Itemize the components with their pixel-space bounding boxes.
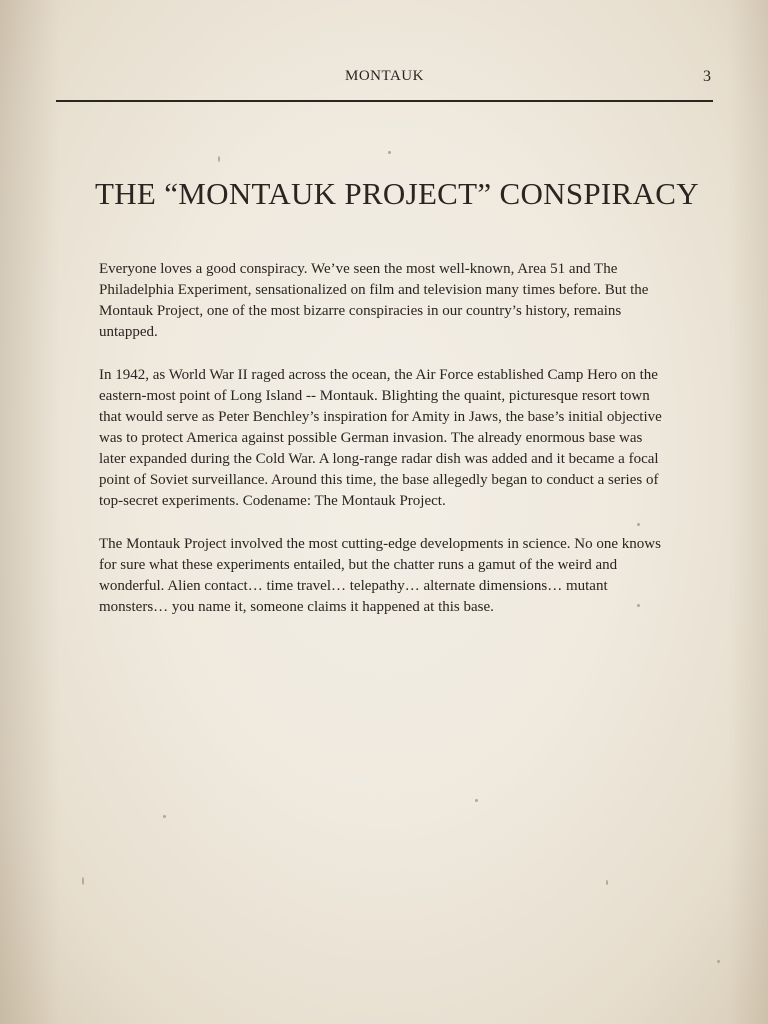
page-header	[56, 66, 713, 102]
paragraph: The Montauk Project involved the most cutting-edge developments in science. No one knows for sure what these experiments entailed, but the chatter runs a gamut of the weird and wonderful. Alien contact… time travel… telepathy… alternate dimensions… mutant monsters… you name it, someone claims it happened at this base.	[99, 536, 661, 615]
running-title: MONTAUK	[345, 68, 424, 84]
body-text	[99, 259, 669, 640]
paper-speck	[218, 156, 220, 162]
paper-speck	[717, 960, 720, 963]
paper-speck	[82, 877, 84, 885]
paper-speck	[388, 151, 391, 154]
paragraph: Everyone loves a good conspiracy. We’ve seen the most well-known, Area 51 and The Philadelphia Experiment, sensationalized on film and television many times before. But the Montauk Project, one of the most bizarre conspiracies in our country’s history, remains untapped.	[99, 261, 649, 340]
paper-speck	[606, 880, 608, 885]
paper-speck	[637, 604, 640, 607]
paper-speck	[637, 523, 640, 526]
paragraph: In 1942, as World War II raged across the ocean, the Air Force established Camp Hero on the eastern-most point of Long Island -- Montauk. Blighting the quaint, picturesque resort town that would serve as Peter Benchley’s inspiration for Amity in Jaws, the base’s initial objective was to protect America against possible German invasion. The already enormous base was later expanded during the Cold War. A long-range radar dish was added and it became a focal point of Soviet surveillance. Around this time, the base allegedly began to conduct a series of top-secret experiments. Codename: The Montauk Project.	[99, 367, 662, 509]
chapter-title: THE “MONTAUK PROJECT” CONSPIRACY	[95, 176, 699, 211]
paper-speck	[475, 799, 478, 802]
page-number: 3	[703, 68, 711, 85]
paper-speck	[163, 815, 166, 818]
